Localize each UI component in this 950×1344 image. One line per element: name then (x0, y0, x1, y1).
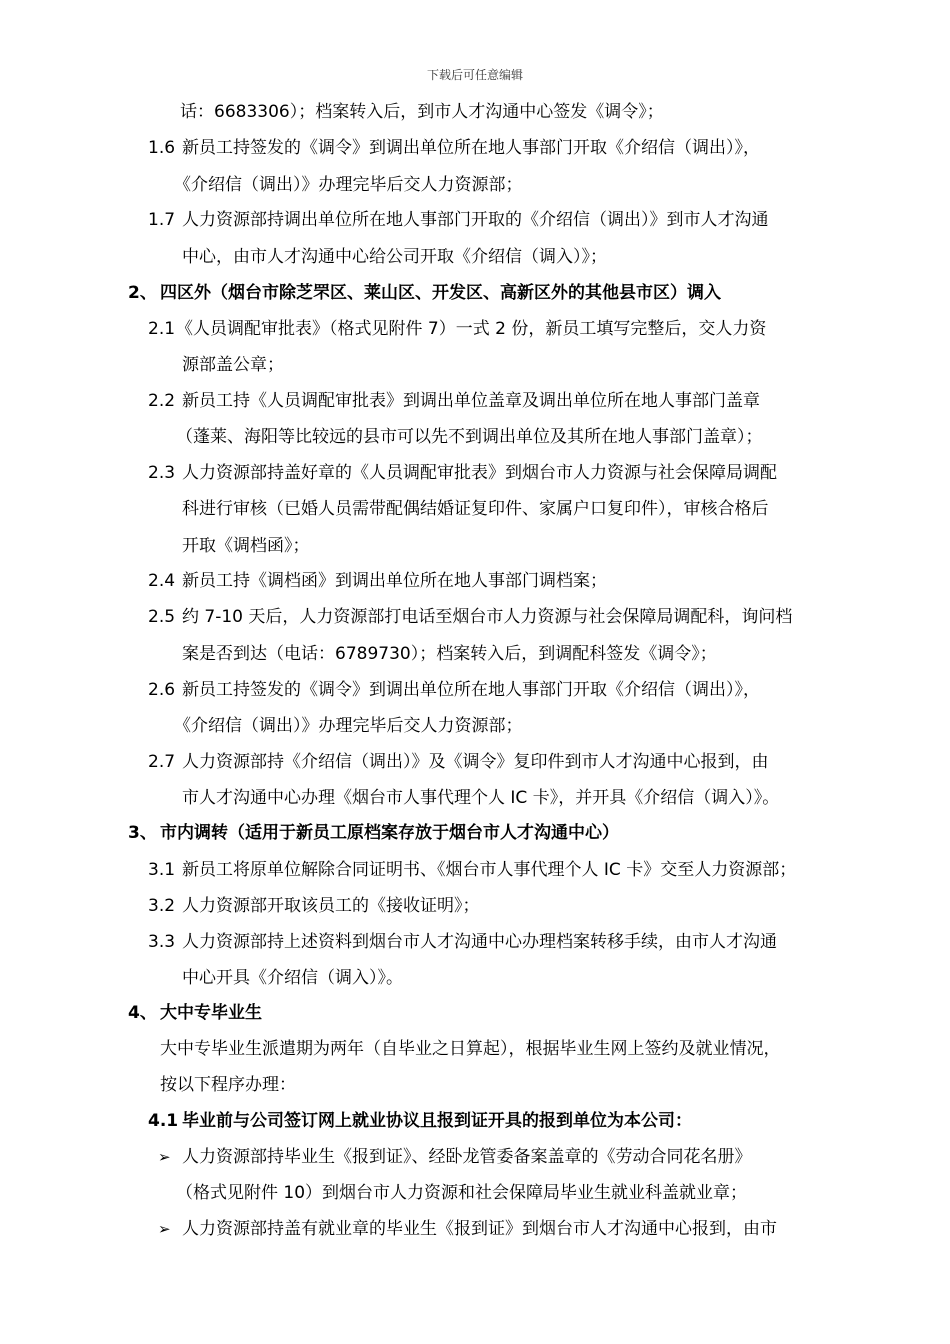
text-line: 按以下程序办理： (160, 1075, 296, 1095)
item-text: 人力资源部持《介绍信（调出）》及《调令》复印件到市人才沟通中心报到，由 (182, 752, 769, 772)
section-number: 4、 (128, 1003, 157, 1023)
item-number: 2.1 (148, 319, 176, 339)
item-number: 1.7 (148, 210, 176, 230)
item-number: 2.2 (148, 391, 176, 411)
section-title: 四区外（烟台市除芝罘区、莱山区、开发区、高新区外的其他县市区）调入 (160, 283, 721, 303)
item-number: 2.7 (148, 752, 176, 772)
text-line: 科进行审核（已婚人员需带配偶结婚证复印件、家属户口复印件），审核合格后 (182, 499, 769, 519)
text-line: 开取《调档函》； (182, 536, 310, 556)
section-number: 2、 (128, 283, 157, 303)
text-line: （格式见附件 10）到烟台市人力资源和社会保障局毕业生就业科盖就业章； (176, 1183, 748, 1203)
item-number: 4.1 (148, 1111, 179, 1131)
arrow-bullet-icon: ➢ (158, 1148, 171, 1166)
section-title: 市内调转（适用于新员工原档案存放于烟台市人才沟通中心） (160, 823, 619, 843)
page-header: 下载后可任意编辑 (426, 68, 523, 82)
item-text: 人力资源部持上述资料到烟台市人才沟通中心办理档案转移手续，由市人才沟通 (182, 932, 777, 952)
item-number: 2.5 (148, 607, 176, 627)
section-number: 3、 (128, 823, 157, 843)
item-number: 2.6 (148, 680, 176, 700)
text-line: 话：6683306）；档案转入后，到市人才沟通中心签发《调令》； (180, 102, 664, 122)
item-text: 新员工持签发的《调令》到调出单位所在地人事部门开取《介绍信（调出）》， (182, 680, 760, 700)
text-line: 市人才沟通中心办理《烟台市人事代理个人 IC 卡》，并开具《介绍信（调入）》。 (182, 788, 780, 808)
text-line: 大中专毕业生派遣期为两年（自毕业之日算起），根据毕业生网上签约及就业情况， (160, 1039, 781, 1059)
item-text: 毕业前与公司签订网上就业协议且报到证开具的报到单位为本公司： (182, 1111, 692, 1131)
text-line: 《介绍信（调出）》办理完毕后交人力资源部； (174, 716, 523, 736)
item-text: 人力资源部持盖好章的《人员调配审批表》到烟台市人力资源与社会保障局调配 (182, 463, 777, 483)
text-line: 源部盖公章； (182, 355, 284, 375)
item-text: 《人员调配审批表》（格式见附件 7）一式 2 份，新员工填写完整后，交人力资 (176, 319, 767, 339)
text-line: 中心，由市人才沟通中心给公司开取《介绍信（调入）》； (182, 247, 607, 267)
text-line: 《介绍信（调出）》办理完毕后交人力资源部； (174, 175, 523, 195)
item-text: 新员工持《调档函》到调出单位所在地人事部门调档案； (182, 571, 607, 591)
item-number: 3.1 (148, 860, 176, 880)
text-line: 中心开具《介绍信（调入）》。 (182, 968, 403, 988)
text-line: 案是否到达（电话：6789730）；档案转入后，到调配科签发《调令》； (182, 644, 717, 664)
item-text: 人力资源部持调出单位所在地人事部门开取的《介绍信（调出）》到市人才沟通 (182, 210, 769, 230)
item-number: 1.6 (148, 138, 176, 158)
arrow-bullet-icon: ➢ (158, 1220, 171, 1238)
text-line: （蓬莱、海阳等比较远的县市可以先不到调出单位及其所在地人事部门盖章）； (176, 427, 763, 447)
section-title: 大中专毕业生 (160, 1003, 262, 1023)
item-text: 约 7-10 天后，人力资源部打电话至烟台市人力资源与社会保障局调配科，询问档 (182, 607, 793, 627)
item-number: 3.3 (148, 932, 176, 952)
item-number: 2.4 (148, 571, 176, 591)
item-number: 2.3 (148, 463, 176, 483)
item-text: 人力资源部持毕业生《报到证》、经卧龙管委备案盖章的《劳动合同花名册》 (182, 1147, 752, 1167)
item-text: 人力资源部开取该员工的《接收证明》； (182, 896, 480, 916)
item-text: 人力资源部持盖有就业章的毕业生《报到证》到烟台市人才沟通中心报到，由市 (182, 1219, 777, 1239)
item-text: 新员工持签发的《调令》到调出单位所在地人事部门开取《介绍信（调出）》， (182, 138, 760, 158)
item-number: 3.2 (148, 896, 176, 916)
item-text: 新员工持《人员调配审批表》到调出单位盖章及调出单位所在地人事部门盖章 (182, 391, 760, 411)
item-text: 新员工将原单位解除合同证明书、《烟台市人事代理个人 IC 卡》交至人力资源部； (182, 860, 797, 880)
